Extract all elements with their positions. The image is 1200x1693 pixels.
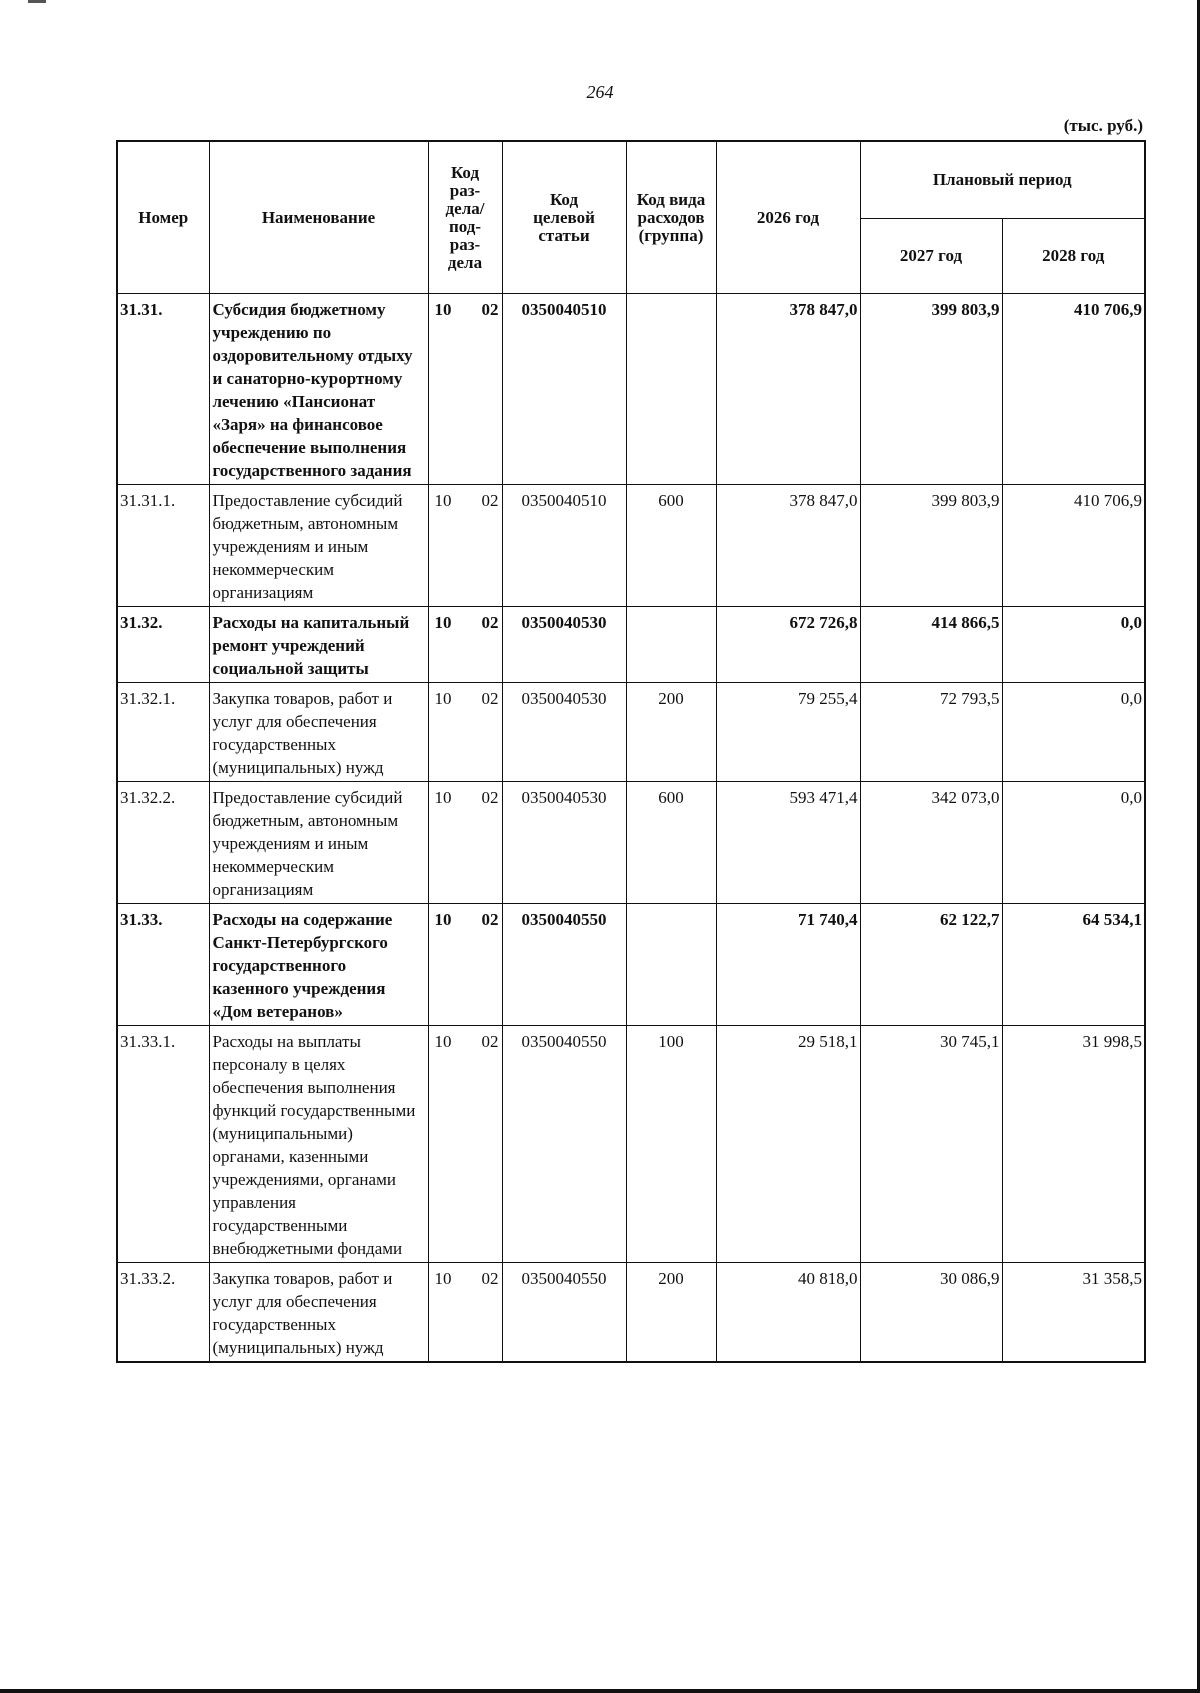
row-section: 10 <box>434 300 452 319</box>
row-section-code <box>428 1263 502 1363</box>
header-section-line: под- <box>448 216 482 236</box>
row-expense-type: 600 <box>626 485 716 607</box>
scan-edge-mark <box>28 0 46 3</box>
header-type-line: расходов <box>637 207 705 227</box>
header-section-line: дела <box>447 252 483 272</box>
header-section-line: раз- <box>449 180 481 200</box>
row-amount-2027: 399 803,9 <box>860 485 1002 607</box>
row-name: Предоставление субсидий бюджетным, автономным учреждениям и иным некоммерческим организациям <box>209 782 428 904</box>
header-type-line: (группа) <box>638 225 704 245</box>
header-section-line: дела/ <box>445 198 485 218</box>
row-section: 10 <box>434 788 452 807</box>
row-number: 31.31.1. <box>117 485 209 607</box>
row-section-code <box>428 1026 502 1263</box>
row-amount-2027: 342 073,0 <box>860 782 1002 904</box>
table-row <box>117 1263 1145 1363</box>
row-amount-2027: 399 803,9 <box>860 294 1002 485</box>
table-row <box>117 294 1145 485</box>
table-row <box>117 485 1145 607</box>
row-number: 31.33. <box>117 904 209 1026</box>
row-subsection: 02 <box>481 910 499 929</box>
row-amount-2026: 29 518,1 <box>716 1026 860 1263</box>
row-amount-2027: 62 122,7 <box>860 904 1002 1026</box>
row-section: 10 <box>434 613 452 632</box>
header-type-line: Код вида <box>636 189 706 209</box>
header-name: Наименование <box>209 141 428 294</box>
header-2028: 2028 год <box>1002 219 1145 294</box>
row-amount-2028: 64 534,1 <box>1002 904 1145 1026</box>
table-header <box>117 141 1145 294</box>
row-target-code: 0350040550 <box>502 904 626 1026</box>
row-amount-2026: 378 847,0 <box>716 294 860 485</box>
row-name: Расходы на выплаты персоналу в целях обеспечения выполнения функций государственными (муниципальными) органами, казенными учреждениями, органами управления государственными внебюджетными фондами <box>209 1026 428 1263</box>
header-plan-period: Плановый период <box>860 141 1145 219</box>
row-name: Закупка товаров, работ и услуг для обеспечения государственных (муниципальных) нужд <box>209 683 428 782</box>
row-target-code: 0350040550 <box>502 1263 626 1363</box>
row-section-code <box>428 294 502 485</box>
row-amount-2028: 0,0 <box>1002 607 1145 683</box>
row-name: Субсидия бюджетному учреждению по оздоровительному отдыху и санаторно-курортному лечению «Пансионат «Заря» на финансовое обеспечение выполнения государственного задания <box>209 294 428 485</box>
row-section: 10 <box>434 689 452 708</box>
header-type <box>626 141 716 294</box>
row-section: 10 <box>434 1269 452 1288</box>
row-subsection: 02 <box>481 300 499 319</box>
row-amount-2028: 410 706,9 <box>1002 294 1145 485</box>
row-amount-2027: 72 793,5 <box>860 683 1002 782</box>
row-amount-2026: 40 818,0 <box>716 1263 860 1363</box>
row-name: Предоставление субсидий бюджетным, автономным учреждениям и иным некоммерческим организациям <box>209 485 428 607</box>
header-section-line: Код <box>450 162 480 182</box>
row-section-code <box>428 607 502 683</box>
row-expense-type: 100 <box>626 1026 716 1263</box>
row-section: 10 <box>434 1032 452 1051</box>
row-name: Расходы на капитальный ремонт учреждений социальной защиты <box>209 607 428 683</box>
row-section-code <box>428 782 502 904</box>
budget-table <box>116 140 1146 1363</box>
row-target-code: 0350040510 <box>502 294 626 485</box>
table-row <box>117 1026 1145 1263</box>
row-number: 31.32.2. <box>117 782 209 904</box>
row-subsection: 02 <box>481 1269 499 1288</box>
scan-edge-bottom <box>0 1689 1200 1693</box>
row-expense-type <box>626 294 716 485</box>
row-amount-2026: 79 255,4 <box>716 683 860 782</box>
units-label: (тыс. руб.) <box>1063 116 1143 135</box>
header-target-line: Код <box>549 189 579 209</box>
header-target-line: целевой <box>533 207 595 227</box>
row-subsection: 02 <box>481 788 499 807</box>
row-amount-2028: 410 706,9 <box>1002 485 1145 607</box>
row-number: 31.32. <box>117 607 209 683</box>
row-section-code <box>428 485 502 607</box>
row-number: 31.31. <box>117 294 209 485</box>
row-target-code: 0350040530 <box>502 782 626 904</box>
row-section: 10 <box>434 910 452 929</box>
row-amount-2027: 30 086,9 <box>860 1263 1002 1363</box>
row-section: 10 <box>434 491 452 510</box>
row-target-code: 0350040550 <box>502 1026 626 1263</box>
row-amount-2026: 71 740,4 <box>716 904 860 1026</box>
row-target-code: 0350040510 <box>502 485 626 607</box>
row-amount-2028: 0,0 <box>1002 683 1145 782</box>
table-row <box>117 904 1145 1026</box>
header-section-line: раз- <box>449 234 481 254</box>
row-amount-2028: 0,0 <box>1002 782 1145 904</box>
header-target-line: статьи <box>538 225 590 245</box>
row-amount-2027: 414 866,5 <box>860 607 1002 683</box>
row-number: 31.32.1. <box>117 683 209 782</box>
page-number: 264 <box>586 82 614 102</box>
row-subsection: 02 <box>481 613 499 632</box>
row-target-code: 0350040530 <box>502 607 626 683</box>
header-number: Номер <box>117 141 209 294</box>
row-subsection: 02 <box>481 1032 499 1051</box>
row-expense-type <box>626 607 716 683</box>
row-amount-2027: 30 745,1 <box>860 1026 1002 1263</box>
header-2026: 2026 год <box>716 141 860 294</box>
table-body <box>117 294 1145 1363</box>
header-section <box>428 141 502 294</box>
row-amount-2026: 378 847,0 <box>716 485 860 607</box>
row-expense-type <box>626 904 716 1026</box>
row-expense-type: 600 <box>626 782 716 904</box>
table-row <box>117 782 1145 904</box>
table-row <box>117 683 1145 782</box>
row-target-code: 0350040530 <box>502 683 626 782</box>
row-expense-type: 200 <box>626 1263 716 1363</box>
row-name: Расходы на содержание Санкт-Петербургского государственного казенного учреждения «Дом ветеранов» <box>209 904 428 1026</box>
row-section-code <box>428 904 502 1026</box>
row-amount-2026: 593 471,4 <box>716 782 860 904</box>
row-name: Закупка товаров, работ и услуг для обеспечения государственных (муниципальных) нужд <box>209 1263 428 1363</box>
row-section-code <box>428 683 502 782</box>
row-number: 31.33.2. <box>117 1263 209 1363</box>
row-number: 31.33.1. <box>117 1026 209 1263</box>
row-subsection: 02 <box>481 491 499 510</box>
row-amount-2026: 672 726,8 <box>716 607 860 683</box>
header-2027: 2027 год <box>860 219 1002 294</box>
row-expense-type: 200 <box>626 683 716 782</box>
header-target <box>502 141 626 294</box>
row-amount-2028: 31 358,5 <box>1002 1263 1145 1363</box>
row-subsection: 02 <box>481 689 499 708</box>
row-amount-2028: 31 998,5 <box>1002 1026 1145 1263</box>
table-row <box>117 607 1145 683</box>
